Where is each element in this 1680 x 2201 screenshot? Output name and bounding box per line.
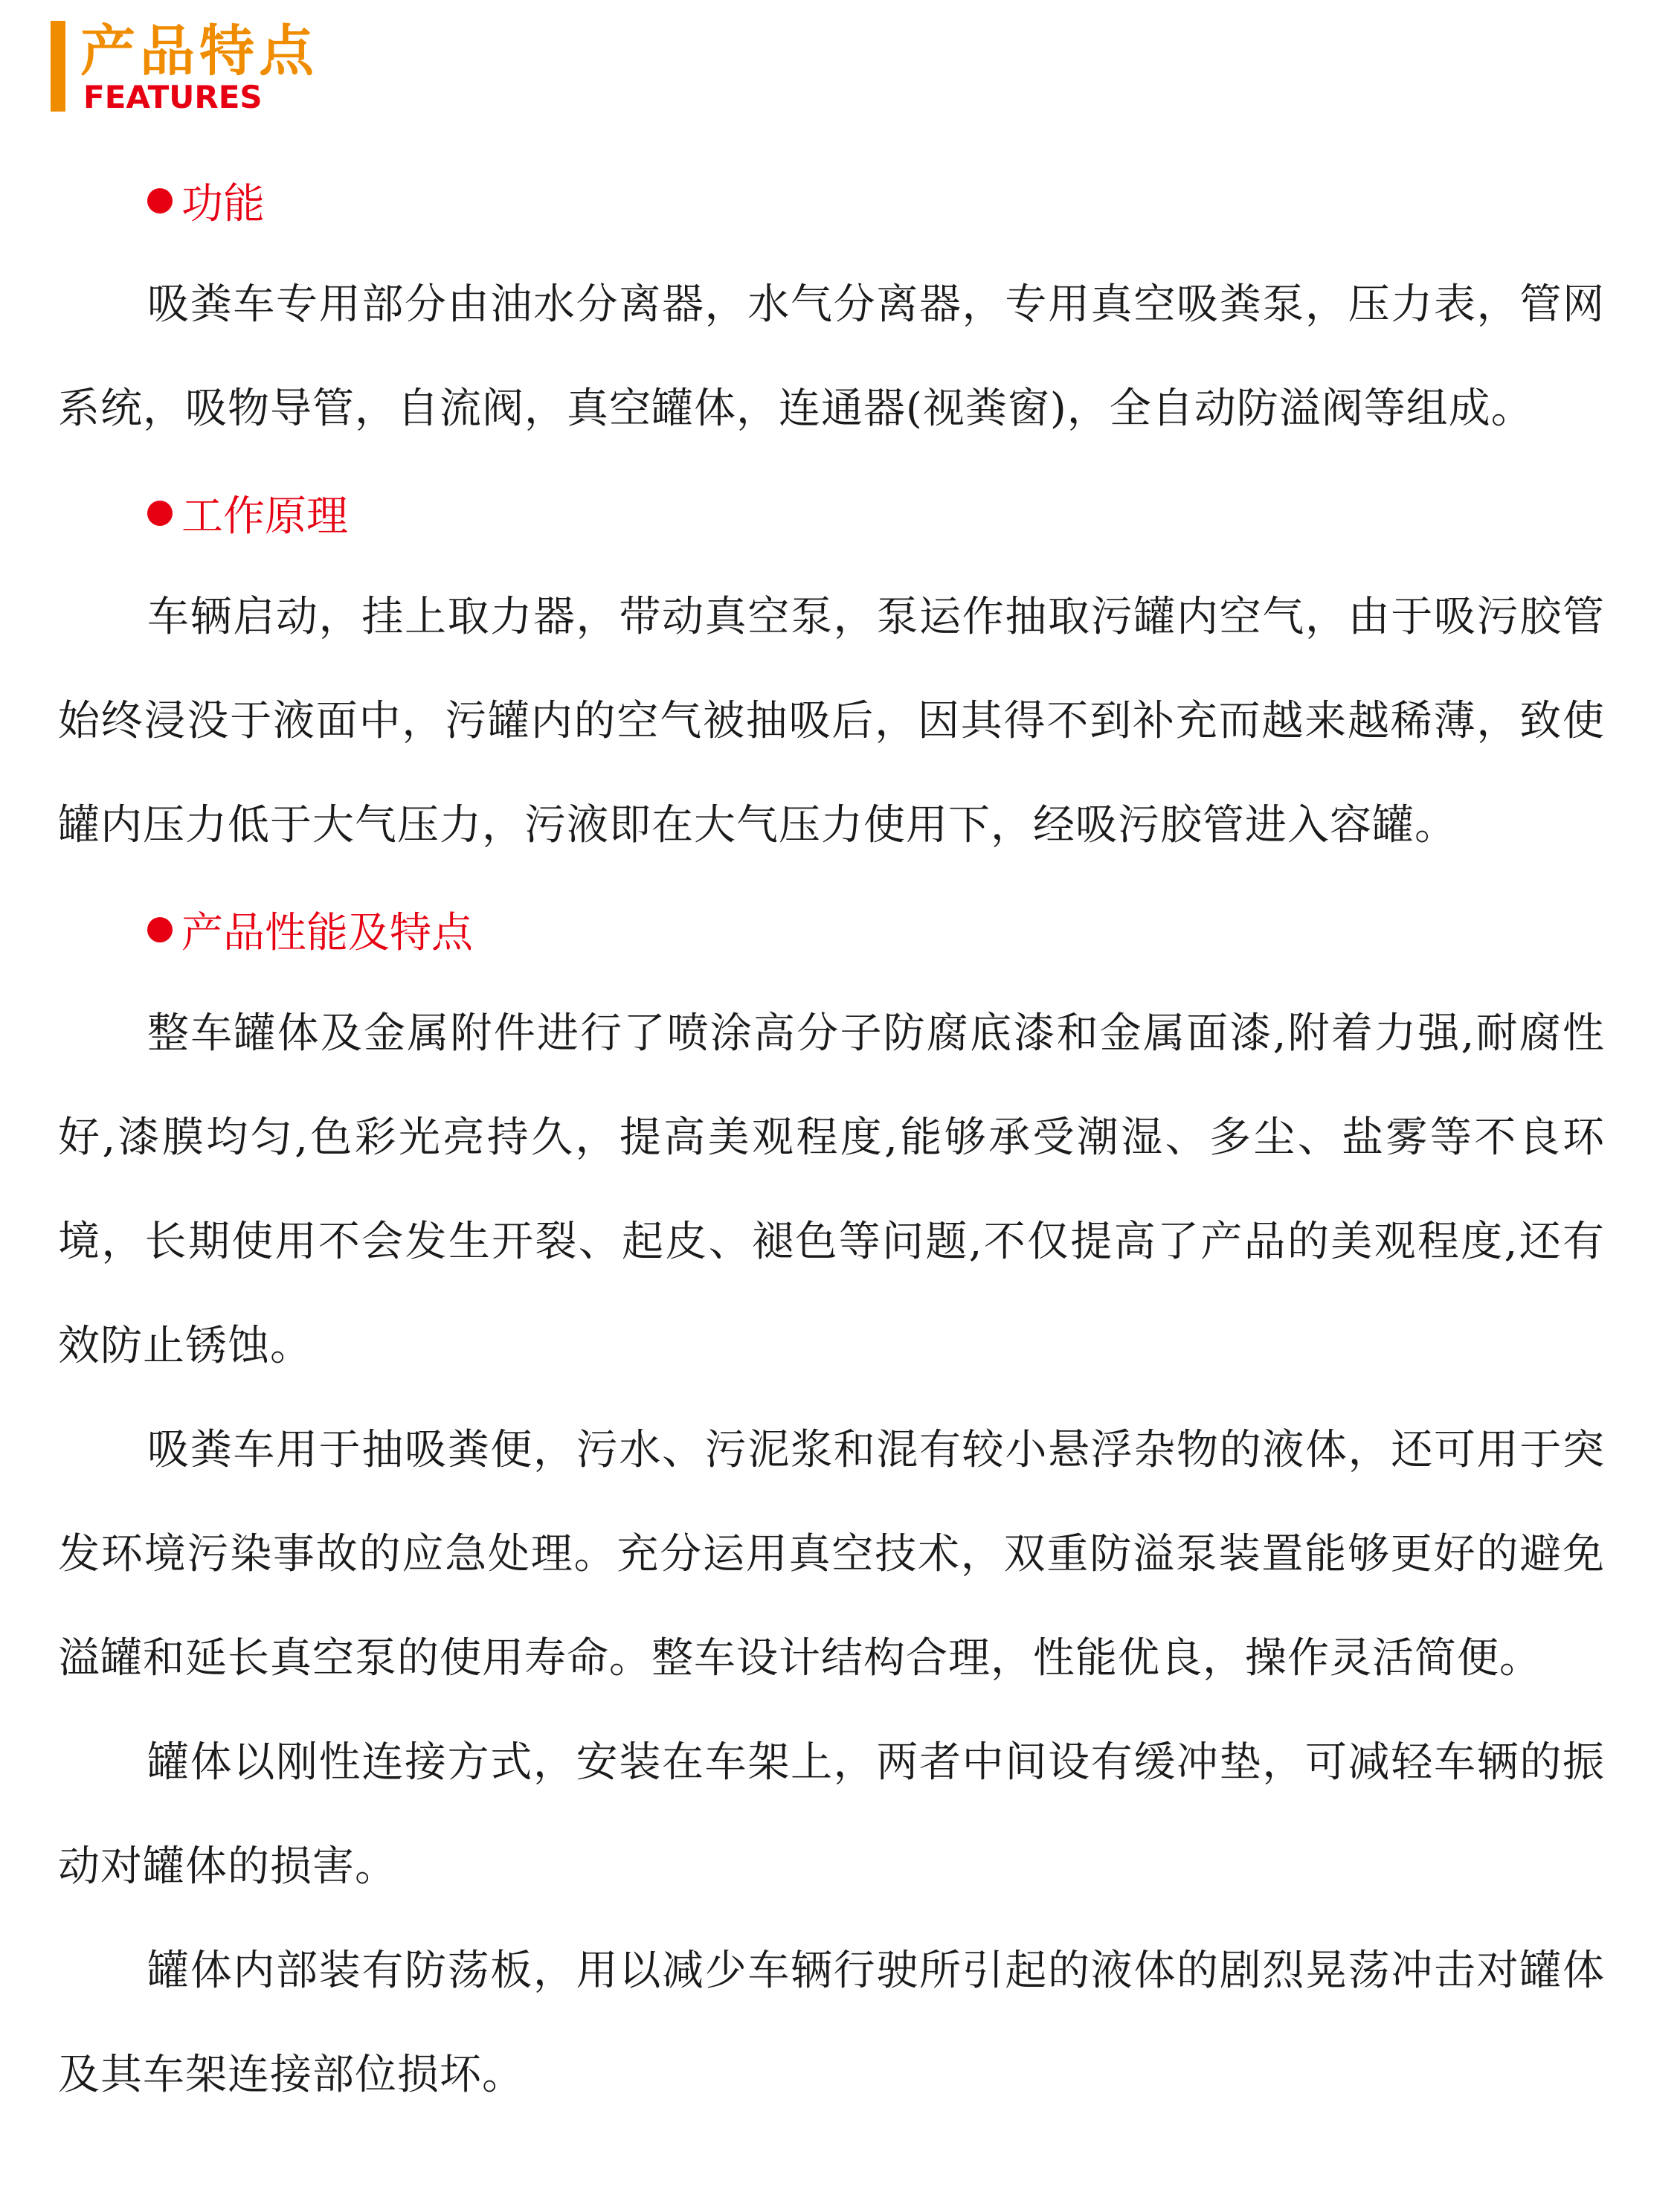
section-heading-label: 工作原理 [181,492,348,541]
paragraph-mounting: 罐体以刚性连接方式，安装在车架上，两者中间设有缓冲垫，可减轻车辆的振动对罐体的损害。 [58,1738,1605,1891]
section-heading-principle [58,461,1605,565]
paragraph-function: 吸粪车专用部分由油水分离器，水气分离器，专用真空吸粪泵，压力表，管网系统，吸物导管，自流阀，真空罐体，连通器(视粪窗)，全自动防溢阀等组成。 [58,280,1605,433]
paragraph-coating: 整车罐体及金属附件进行了喷涂高分子防腐底漆和金属面漆,附着力强,耐腐性好,漆膜均匀,色彩光亮持久，提高美观程度,能够承受潮湿、多尘、盐雾等不良环境，长期使用不会发生开裂、起皮、褪色等问题,不仅提高了产品的美观程度,还有效防止锈蚀。 [58,1009,1605,1370]
section-heading-performance [58,878,1605,982]
paragraph-principle: 车辆启动，挂上取力器，带动真空泵，泵运作抽取污罐内空气，由于吸污胶管始终浸没于液面中，污罐内的空气被抽吸后，因其得不到补充而越来越稀薄，致使罐内压力低于大气压力，污液即在大气压力使用下，经吸污胶管进入容罐。 [58,593,1605,849]
bullet-icon [147,501,173,526]
header-title: 产品特点 [80,19,318,83]
header-subtitle: FEATURES [83,79,263,115]
section-heading-label: 功能 [181,180,265,228]
paragraph-baffle: 罐体内部装有防荡板，用以减少车辆行驶所引起的液体的剧烈晃荡冲击对罐体及其车架连接部位损坏。 [58,1947,1605,2099]
bullet-icon [147,917,173,942]
header-accent-bar [51,21,65,112]
features-content [58,149,1605,2127]
paragraph-usage: 吸粪车用于抽吸粪便，污水、污泥浆和混有较小悬浮杂物的液体，还可用于突发环境污染事故的应急处理。充分运用真空技术，双重防溢泵装置能够更好的避免溢罐和延长真空泵的使用寿命。整车设计结构合理，性能优良，操作灵活简便。 [58,1426,1605,1683]
bullet-icon [147,188,173,213]
section-heading-label: 产品性能及特点 [181,909,473,957]
section-heading-function [58,149,1605,253]
